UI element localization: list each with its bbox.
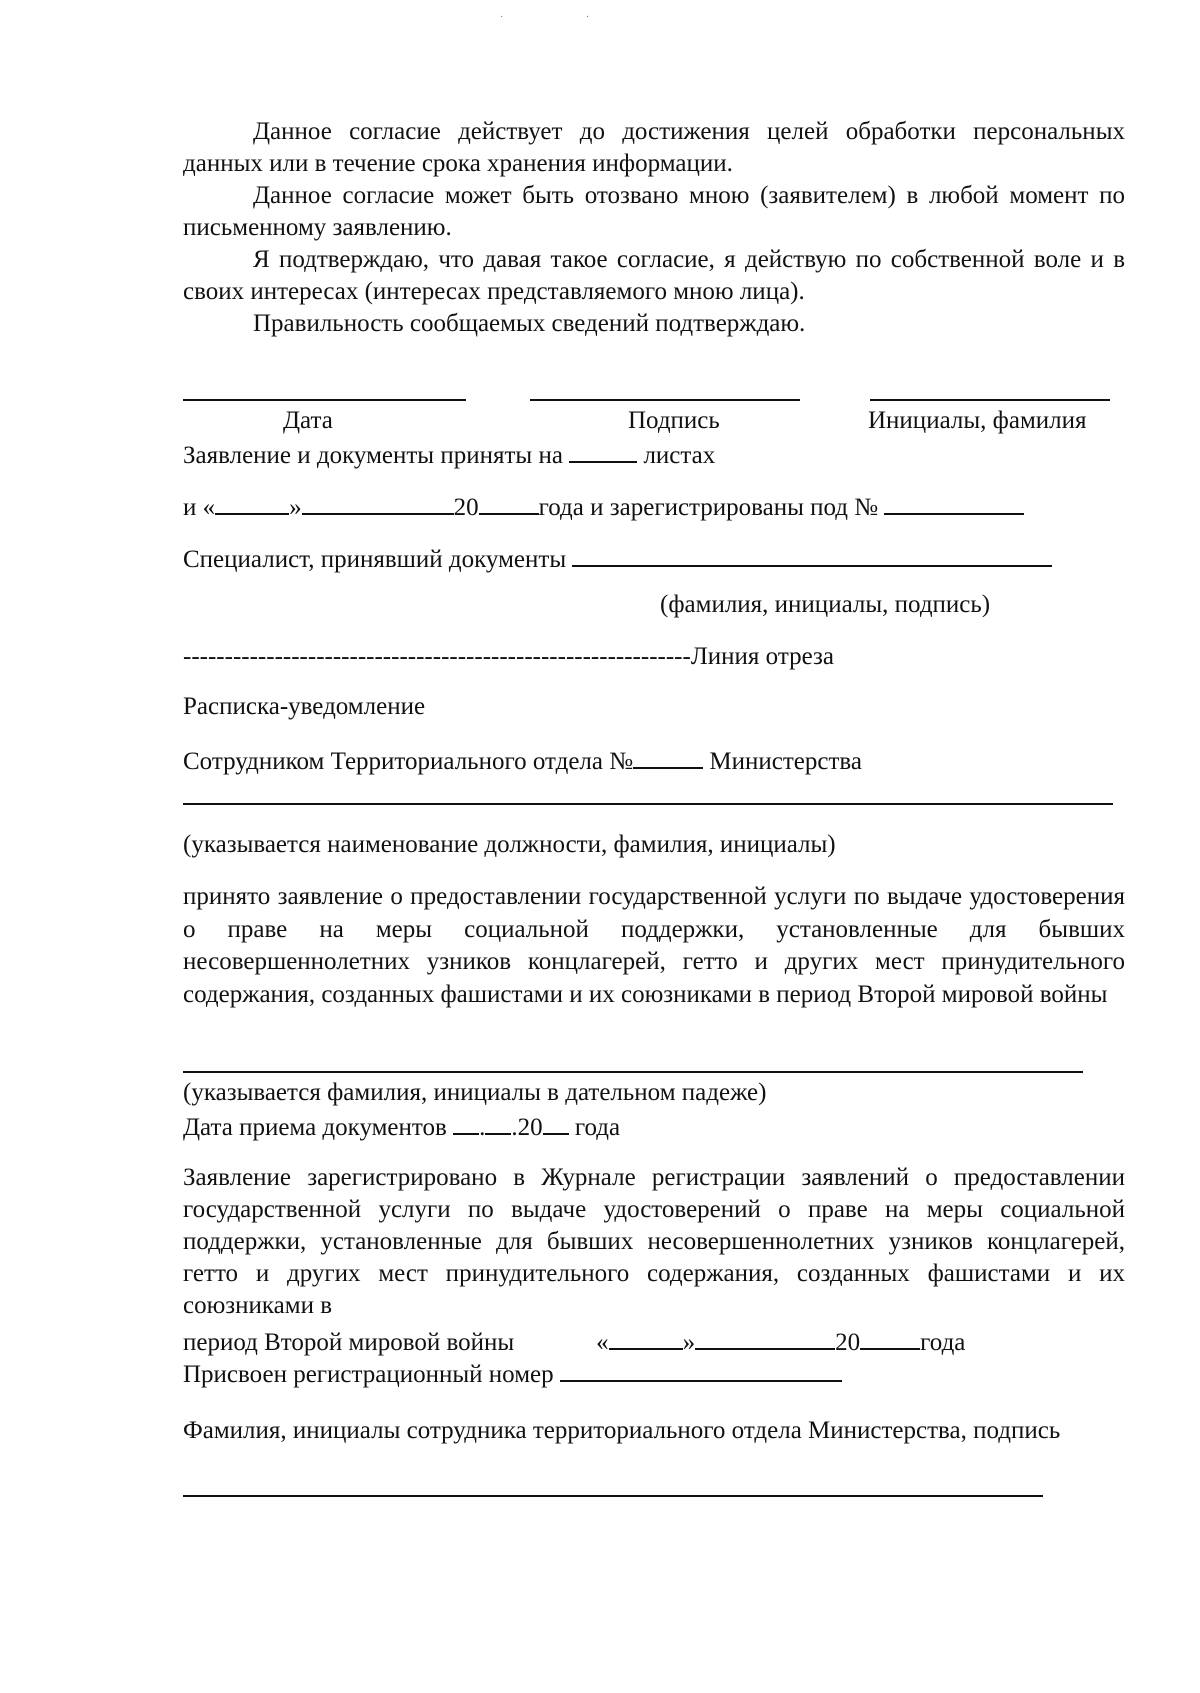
registration-month-blank[interactable] (695, 1324, 835, 1350)
consent-free-will-paragraph: Я подтверждаю, что давая такое согласие, я действую по собственной воле и в своих интересах (интересах представляемого мною лица). (183, 246, 1125, 305)
employee-caption: (указывается наименование должности, фамилия, инициалы) (183, 831, 836, 858)
specialist-line: Специалист, принявший документы (183, 541, 1052, 576)
receipt-date-line: Дата приема документов . .20 года (183, 1109, 620, 1144)
specialist-caption: (фамилия, инициалы, подпись) (660, 591, 991, 618)
accepted-label: Заявление и документы приняты на (183, 442, 570, 469)
employee-line: Сотрудником Территориального отдела № Министерства (183, 743, 862, 778)
sheets-count-blank[interactable] (569, 437, 637, 463)
registration-date-line: и « » 20 года и зарегистрированы под № (183, 489, 1024, 524)
year-blank[interactable] (479, 489, 539, 515)
receipt-title: Расписка-уведомление (183, 693, 426, 720)
employee-signature-line (183, 1495, 1043, 1497)
date-signature-line (183, 399, 466, 401)
assigned-number-line: Присвоен регистрационный номер (183, 1356, 842, 1391)
initials-caption: Инициалы, фамилия (868, 407, 1087, 434)
registration-year-blank[interactable] (860, 1324, 920, 1350)
sheets-label: листах (637, 442, 716, 469)
day-blank[interactable] (215, 489, 289, 515)
registration-day-blank[interactable] (609, 1324, 683, 1350)
employee-signature-caption: Фамилия, инициалы сотрудника территориального отдела Министерства, подпись (183, 1417, 1061, 1444)
accepted-application-paragraph: принято заявление о предоставлении государственной услуги по выдаче удостоверения о праве на меры социальной поддержки, установленные для бывших несовершеннолетних узников концлагерей, гетто и других мест принудительного содержания, созданных фашистами и их союзниками в период Второй мировой войны (183, 883, 1125, 1008)
employee-name-line (183, 803, 1113, 805)
receipt-year-blank[interactable] (543, 1109, 569, 1135)
specialist-blank[interactable] (572, 541, 1052, 567)
applicant-caption: (указывается фамилия, инициалы в дательном падеже) (183, 1079, 767, 1106)
month-blank[interactable] (302, 489, 454, 515)
registration-number-blank[interactable] (884, 489, 1024, 515)
cut-line: -------------------------------------------------------------Линия отреза (183, 643, 834, 670)
signature-line (530, 399, 800, 401)
receipt-day-blank[interactable] (453, 1109, 479, 1135)
accepted-sheets-line (183, 437, 715, 472)
consent-validity-paragraph: Данное согласие действует до достижения целей обработки персональных данных или в течение срока хранения информации. (183, 118, 1125, 177)
registration-period-line: период Второй мировой войны « » 20 года (183, 1324, 965, 1359)
initials-signature-line (870, 399, 1110, 401)
scan-artifacts: · · (500, 12, 630, 23)
receipt-month-blank[interactable] (485, 1109, 511, 1135)
applicant-name-line (183, 1071, 1083, 1073)
assigned-number-blank[interactable] (560, 1356, 842, 1382)
department-number-blank[interactable] (633, 743, 703, 769)
registered-paragraph: Заявление зарегистрировано в Журнале регистрации заявлений о предоставлении государственной услуги по выдаче удостоверений о праве на меры социальной поддержки, установленные для бывших несовершеннолетних узников концлагерей, гетто и других мест принудительного содержания, созданных фашистами и их союзниками в (183, 1164, 1125, 1319)
signature-caption: Подпись (628, 407, 720, 434)
date-caption: Дата (283, 407, 333, 434)
consent-revocation-paragraph: Данное согласие может быть отозвано мною (заявителем) в любой момент по письменному заявлению. (183, 182, 1125, 241)
consent-block (183, 116, 1125, 340)
consent-correctness-paragraph: Правильность сообщаемых сведений подтверждаю. (253, 310, 806, 337)
